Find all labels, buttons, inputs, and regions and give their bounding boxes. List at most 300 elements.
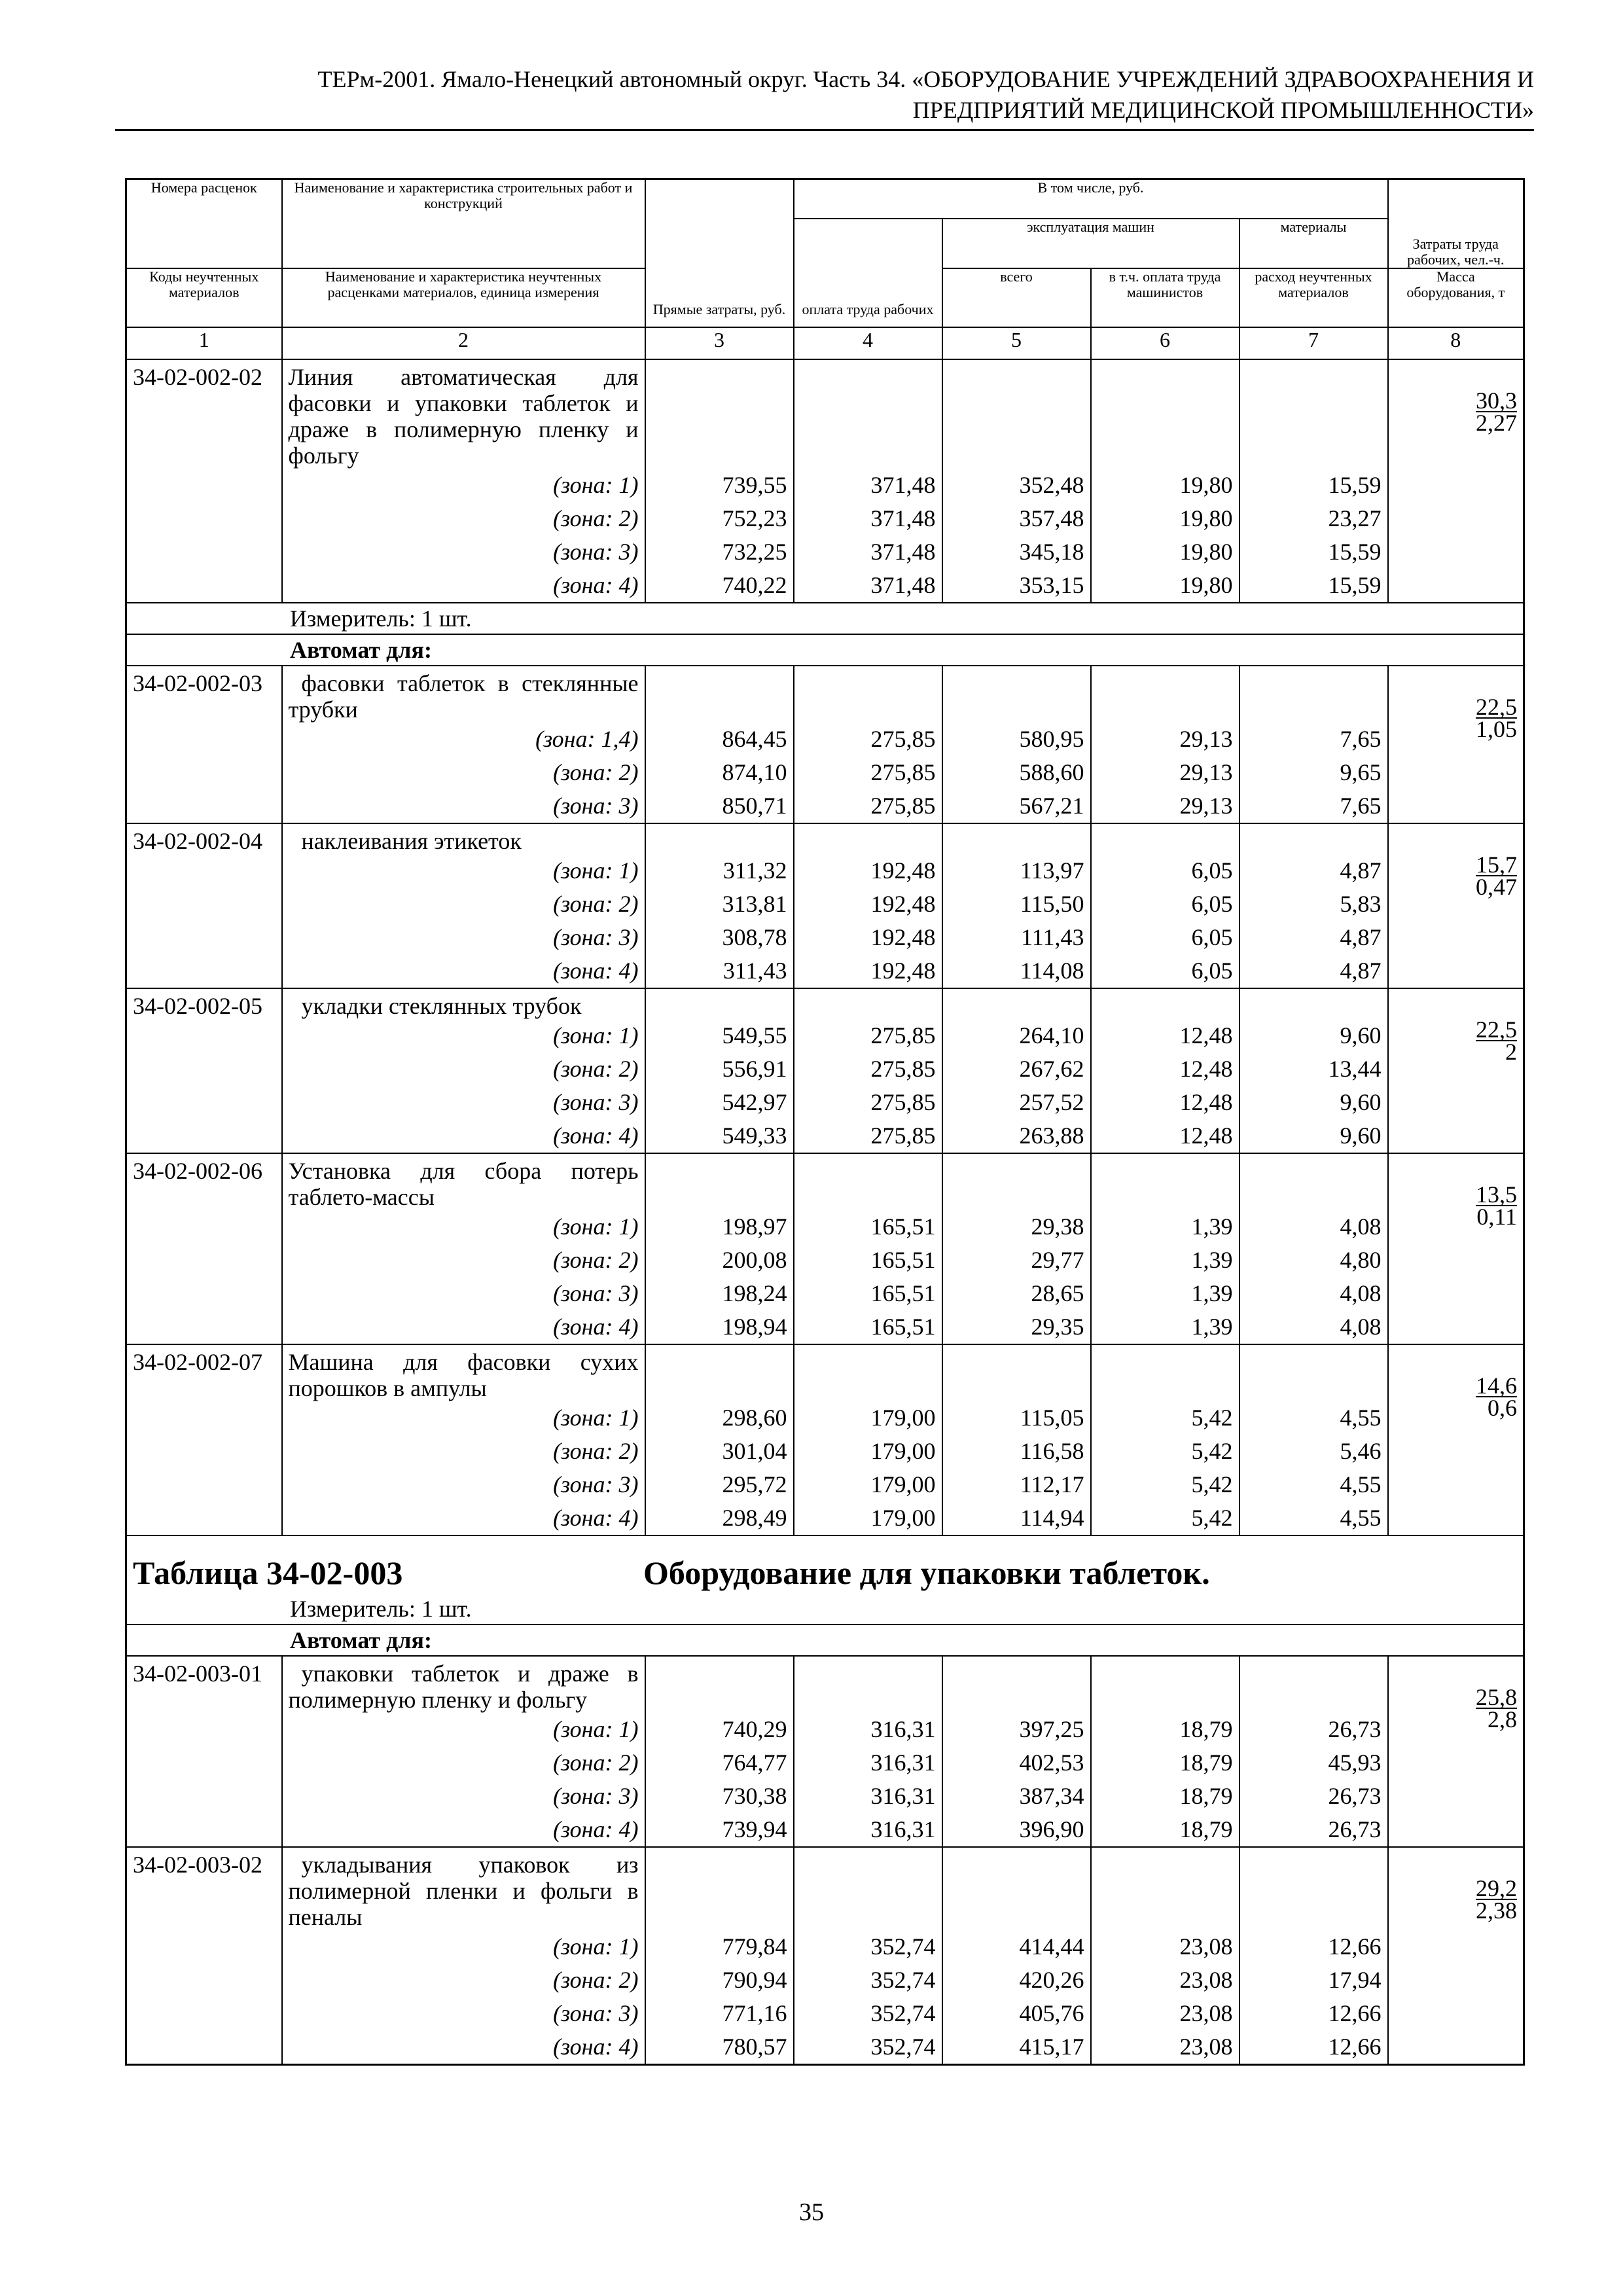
rate-title-row <box>126 988 1524 1019</box>
price-table <box>125 178 1525 2066</box>
value-mach: 405,76 <box>942 1997 1091 2030</box>
value-mach: 257,52 <box>942 1086 1091 1119</box>
value-pay: 352,74 <box>794 1930 942 1964</box>
labor-mass-fraction <box>1476 1016 1518 1065</box>
value-direct: 874,10 <box>645 756 794 789</box>
zone-label: (зона: 2) <box>282 888 645 921</box>
empty-cell <box>794 988 942 1019</box>
labor-cost-value: 15,7 <box>1476 851 1518 878</box>
rate-title-row <box>126 823 1524 854</box>
value-machpay: 29,13 <box>1091 723 1240 756</box>
table-title-cell <box>126 1535 1524 1624</box>
labor-mass-fraction <box>1476 1181 1518 1230</box>
col-number: 3 <box>645 327 794 359</box>
value-mach: 387,34 <box>942 1780 1091 1813</box>
col2-header-top: Наименование и характеристика строительных работ и конструкций <box>282 179 645 268</box>
running-header <box>115 64 1534 126</box>
value-machpay: 29,13 <box>1091 789 1240 823</box>
empty-cell <box>942 1153 1091 1210</box>
value-mat: 7,65 <box>1240 723 1388 756</box>
value-pay: 316,31 <box>794 1746 942 1780</box>
value-direct: 198,94 <box>645 1310 794 1344</box>
value-direct: 740,22 <box>645 569 794 603</box>
labor-mass-cell <box>1388 666 1524 823</box>
rate-title-row <box>126 359 1524 469</box>
value-mat: 15,59 <box>1240 535 1388 569</box>
col-number: 4 <box>794 327 942 359</box>
value-mach: 115,50 <box>942 888 1091 921</box>
value-mat: 12,66 <box>1240 1997 1388 2030</box>
materials-header: материалы <box>1240 219 1388 268</box>
value-pay: 275,85 <box>794 1052 942 1086</box>
value-pay: 352,74 <box>794 2030 942 2065</box>
automat-label-2-row <box>126 1624 1524 1656</box>
rate-code: 34-02-002-02 <box>126 359 282 603</box>
rate-title-row <box>126 1344 1524 1401</box>
empty-cell <box>1091 1153 1240 1210</box>
empty-cell <box>942 359 1091 469</box>
table-body <box>126 179 1524 2065</box>
value-direct: 295,72 <box>645 1468 794 1501</box>
equipment-mass-value: 2,8 <box>1488 1706 1518 1732</box>
zone-row <box>126 1019 1524 1052</box>
labor-mass-cell <box>1388 1847 1524 2065</box>
value-direct: 313,81 <box>645 888 794 921</box>
zone-row <box>126 1119 1524 1153</box>
value-mat: 15,59 <box>1240 569 1388 603</box>
value-mach: 397,25 <box>942 1713 1091 1746</box>
value-direct: 298,49 <box>645 1501 794 1535</box>
equipment-mass-value: 0,47 <box>1476 873 1518 900</box>
empty-cell <box>942 823 1091 854</box>
labor-mass-cell <box>1388 359 1524 603</box>
zone-row <box>126 756 1524 789</box>
value-mat: 9,60 <box>1240 1119 1388 1153</box>
empty-cell <box>1091 1847 1240 1930</box>
zone-row <box>126 1435 1524 1468</box>
rate-code: 34-02-002-04 <box>126 823 282 988</box>
value-mach: 345,18 <box>942 535 1091 569</box>
page-number: 35 <box>799 2198 824 2226</box>
value-pay: 275,85 <box>794 789 942 823</box>
zone-label: (зона: 3) <box>282 789 645 823</box>
value-mach: 113,97 <box>942 854 1091 888</box>
col3-header: Прямые затраты, руб. <box>645 179 794 327</box>
zone-row <box>126 1310 1524 1344</box>
rate-name: Установка для сбора потерь таблето-массы <box>282 1153 645 1210</box>
value-pay: 275,85 <box>794 1119 942 1153</box>
value-mach: 396,90 <box>942 1813 1091 1847</box>
value-pay: 192,48 <box>794 854 942 888</box>
rate-title-row <box>126 666 1524 723</box>
empty-cell <box>1091 823 1240 854</box>
empty-cell <box>645 1153 794 1210</box>
labor-cost-value: 13,5 <box>1476 1181 1518 1208</box>
zone-row <box>126 723 1524 756</box>
labor-mass-cell <box>1388 988 1524 1153</box>
value-machpay: 5,42 <box>1091 1468 1240 1501</box>
empty-cell <box>1091 359 1240 469</box>
value-mach: 352,48 <box>942 469 1091 502</box>
value-direct: 311,32 <box>645 854 794 888</box>
value-mat: 17,94 <box>1240 1964 1388 1997</box>
automat-label-2 <box>126 1624 1524 1656</box>
material-use-header: расход неучтенных материалов <box>1240 268 1388 327</box>
zone-label: (зона: 4) <box>282 1119 645 1153</box>
value-pay: 179,00 <box>794 1468 942 1501</box>
rate-title-row <box>126 1847 1524 1930</box>
value-pay: 371,48 <box>794 535 942 569</box>
value-mat: 9,60 <box>1240 1086 1388 1119</box>
equipment-mass-value: 2,27 <box>1476 409 1518 436</box>
zone-label: (зона: 4) <box>282 1501 645 1535</box>
value-mach: 580,95 <box>942 723 1091 756</box>
zone-label: (зона: 4) <box>282 1310 645 1344</box>
empty-cell <box>942 666 1091 723</box>
empty-cell <box>645 666 794 723</box>
zone-label: (зона: 1) <box>282 1713 645 1746</box>
zone-label: (зона: 1) <box>282 1019 645 1052</box>
value-direct: 864,45 <box>645 723 794 756</box>
empty-cell <box>794 359 942 469</box>
zone-label: (зона: 4) <box>282 569 645 603</box>
value-machpay: 1,39 <box>1091 1277 1240 1310</box>
value-direct: 301,04 <box>645 1435 794 1468</box>
value-machpay: 18,79 <box>1091 1813 1240 1847</box>
value-mat: 12,66 <box>1240 1930 1388 1964</box>
value-mat: 9,65 <box>1240 756 1388 789</box>
labor-cost-value: 25,8 <box>1476 1683 1518 1710</box>
empty-cell <box>645 1344 794 1401</box>
zone-row <box>126 1277 1524 1310</box>
zone-label: (зона: 2) <box>282 1746 645 1780</box>
table-title <box>133 1536 1517 1594</box>
empty-cell <box>645 988 794 1019</box>
machines-header: эксплуатация машин <box>942 219 1240 268</box>
automat-label-2-text: Автомат для: <box>290 1626 432 1653</box>
automat-label-row <box>126 634 1524 666</box>
value-mat: 15,59 <box>1240 469 1388 502</box>
empty-cell <box>1240 1847 1388 1930</box>
value-mach: 29,35 <box>942 1310 1091 1344</box>
value-machpay: 5,42 <box>1091 1501 1240 1535</box>
zone-row <box>126 888 1524 921</box>
col-number: 5 <box>942 327 1091 359</box>
machinist-pay-header: в т.ч. оплата труда машинистов <box>1091 268 1240 327</box>
value-direct: 549,33 <box>645 1119 794 1153</box>
value-pay: 165,51 <box>794 1310 942 1344</box>
value-machpay: 19,80 <box>1091 502 1240 535</box>
value-machpay: 6,05 <box>1091 888 1240 921</box>
labor-mass-cell <box>1388 1656 1524 1847</box>
zone-row <box>126 1930 1524 1964</box>
zone-label: (зона: 4) <box>282 2030 645 2065</box>
zone-row <box>126 1501 1524 1535</box>
empty-cell <box>1091 988 1240 1019</box>
empty-cell <box>1091 1344 1240 1401</box>
value-direct: 198,24 <box>645 1277 794 1310</box>
zone-label: (зона: 4) <box>282 954 645 988</box>
zone-label: (зона: 1) <box>282 469 645 502</box>
value-machpay: 19,80 <box>1091 469 1240 502</box>
zone-label: (зона: 3) <box>282 1277 645 1310</box>
header-line-2: ПРЕДПРИЯТИЙ МЕДИЦИНСКОЙ ПРОМЫШЛЕННОСТИ» <box>912 97 1534 123</box>
value-pay: 179,00 <box>794 1401 942 1435</box>
zone-row <box>126 1052 1524 1086</box>
value-direct: 740,29 <box>645 1713 794 1746</box>
empty-cell <box>942 1847 1091 1930</box>
col-number: 7 <box>1240 327 1388 359</box>
zone-row <box>126 1964 1524 1997</box>
value-machpay: 6,05 <box>1091 921 1240 954</box>
zone-row <box>126 569 1524 603</box>
zone-label: (зона: 2) <box>282 1052 645 1086</box>
empty-cell <box>645 359 794 469</box>
measure-label-text: Измеритель: 1 шт. <box>290 605 472 632</box>
empty-cell <box>1240 666 1388 723</box>
value-mach: 353,15 <box>942 569 1091 603</box>
zone-row <box>126 1468 1524 1501</box>
labor-mass-cell <box>1388 823 1524 988</box>
zone-row <box>126 1086 1524 1119</box>
value-pay: 165,51 <box>794 1210 942 1244</box>
labor-mass-fraction <box>1476 1683 1518 1732</box>
value-mach: 29,77 <box>942 1244 1091 1277</box>
value-mach: 29,38 <box>942 1210 1091 1244</box>
value-machpay: 12,48 <box>1091 1052 1240 1086</box>
col2-header-bottom: Наименование и характеристика неучтенных расценками материалов, единица измерения <box>282 268 645 327</box>
empty-cell <box>942 1656 1091 1713</box>
value-mach: 263,88 <box>942 1119 1091 1153</box>
value-mat: 4,55 <box>1240 1468 1388 1501</box>
value-mat: 12,66 <box>1240 2030 1388 2065</box>
zone-row <box>126 1401 1524 1435</box>
mass-header: Масса оборудования, т <box>1388 268 1524 327</box>
empty-cell <box>1240 988 1388 1019</box>
value-direct: 739,94 <box>645 1813 794 1847</box>
value-direct: 790,94 <box>645 1964 794 1997</box>
value-machpay: 5,42 <box>1091 1435 1240 1468</box>
rate-code: 34-02-003-01 <box>126 1656 282 1847</box>
value-machpay: 19,80 <box>1091 535 1240 569</box>
value-mach: 115,05 <box>942 1401 1091 1435</box>
zone-label: (зона: 1) <box>282 1930 645 1964</box>
value-direct: 542,97 <box>645 1086 794 1119</box>
zone-row <box>126 1713 1524 1746</box>
value-machpay: 5,42 <box>1091 1401 1240 1435</box>
equipment-mass-value: 0,6 <box>1488 1394 1518 1421</box>
value-direct: 298,60 <box>645 1401 794 1435</box>
value-direct: 850,71 <box>645 789 794 823</box>
empty-cell <box>942 1344 1091 1401</box>
value-direct: 200,08 <box>645 1244 794 1277</box>
value-mach: 28,65 <box>942 1277 1091 1310</box>
column-numbers-row <box>126 327 1524 359</box>
empty-cell <box>645 1847 794 1930</box>
value-pay: 179,00 <box>794 1435 942 1468</box>
value-pay: 352,74 <box>794 1964 942 1997</box>
rate-name: фасовки таблеток в стеклянные трубки <box>282 666 645 723</box>
value-machpay: 6,05 <box>1091 954 1240 988</box>
value-direct: 732,25 <box>645 535 794 569</box>
value-direct: 730,38 <box>645 1780 794 1813</box>
col-number: 2 <box>282 327 645 359</box>
empty-cell <box>794 666 942 723</box>
equipment-mass-value: 2,38 <box>1476 1897 1518 1924</box>
zone-row <box>126 469 1524 502</box>
value-pay: 371,48 <box>794 502 942 535</box>
value-machpay: 23,08 <box>1091 1930 1240 1964</box>
value-mach: 116,58 <box>942 1435 1091 1468</box>
rate-title-row <box>126 1153 1524 1210</box>
value-direct: 752,23 <box>645 502 794 535</box>
value-direct: 764,77 <box>645 1746 794 1780</box>
value-machpay: 23,08 <box>1091 1997 1240 2030</box>
empty-cell <box>1240 359 1388 469</box>
value-mach: 357,48 <box>942 502 1091 535</box>
labor-mass-fraction <box>1476 1874 1518 1924</box>
value-machpay: 12,48 <box>1091 1119 1240 1153</box>
zone-label: (зона: 1) <box>282 1210 645 1244</box>
rate-name: Машина для фасовки сухих порошков в ампулы <box>282 1344 645 1401</box>
labor-header: оплата труда рабочих <box>794 219 942 327</box>
value-mach: 111,43 <box>942 921 1091 954</box>
zone-row <box>126 1780 1524 1813</box>
value-mat: 26,73 <box>1240 1713 1388 1746</box>
empty-cell <box>794 823 942 854</box>
rate-name: упаковки таблеток и драже в полимерную пленку и фольгу <box>282 1656 645 1713</box>
zone-label: (зона: 3) <box>282 535 645 569</box>
value-pay: 179,00 <box>794 1501 942 1535</box>
value-pay: 192,48 <box>794 888 942 921</box>
empty-cell <box>1240 1344 1388 1401</box>
zone-label: (зона: 2) <box>282 1435 645 1468</box>
incl-header: В том числе, руб. <box>794 179 1388 219</box>
rate-name: наклеивания этикеток <box>282 823 645 854</box>
zone-row <box>126 502 1524 535</box>
rate-name: укладки стеклянных трубок <box>282 988 645 1019</box>
zone-row <box>126 921 1524 954</box>
value-mat: 4,55 <box>1240 1501 1388 1535</box>
zone-label: (зона: 2) <box>282 1244 645 1277</box>
equipment-mass-value: 1,05 <box>1476 715 1518 742</box>
value-pay: 275,85 <box>794 1019 942 1052</box>
value-mach: 114,08 <box>942 954 1091 988</box>
zone-label: (зона: 2) <box>282 502 645 535</box>
value-direct: 771,16 <box>645 1997 794 2030</box>
value-direct: 308,78 <box>645 921 794 954</box>
zone-label: (зона: 3) <box>282 1086 645 1119</box>
rate-title-row <box>126 1656 1524 1713</box>
labor-cost-value: 30,3 <box>1476 387 1518 414</box>
zone-row <box>126 1244 1524 1277</box>
value-pay: 371,48 <box>794 569 942 603</box>
value-mat: 4,08 <box>1240 1210 1388 1244</box>
equipment-mass-value: 0,11 <box>1476 1203 1518 1230</box>
labor-mass-fraction <box>1476 851 1518 900</box>
value-pay: 352,74 <box>794 1997 942 2030</box>
rate-name: укладывания упаковок из полимерной пленки и фольги в пеналы <box>282 1847 645 1930</box>
value-pay: 316,31 <box>794 1713 942 1746</box>
labor-cost-value: 29,2 <box>1476 1874 1518 1901</box>
zone-row <box>126 1997 1524 2030</box>
value-mat: 4,08 <box>1240 1277 1388 1310</box>
value-mat: 4,08 <box>1240 1310 1388 1344</box>
labor-mass-fraction <box>1476 693 1518 742</box>
value-mat: 7,65 <box>1240 789 1388 823</box>
rate-name: Линия автоматическая для фасовки и упаковки таблеток и драже в полимерную пленку и фольгу <box>282 359 645 469</box>
labor-mass-cell <box>1388 1153 1524 1344</box>
col-number: 8 <box>1388 327 1524 359</box>
empty-cell <box>645 823 794 854</box>
zone-label: (зона: 3) <box>282 921 645 954</box>
zone-row <box>126 1813 1524 1847</box>
zone-label: (зона: 1) <box>282 1401 645 1435</box>
value-mach: 114,94 <box>942 1501 1091 1535</box>
value-direct: 311,43 <box>645 954 794 988</box>
labor-mass-cell <box>1388 1344 1524 1535</box>
value-mach: 420,26 <box>942 1964 1091 1997</box>
labor-mass-fraction <box>1476 387 1518 436</box>
value-pay: 316,31 <box>794 1780 942 1813</box>
value-mat: 5,83 <box>1240 888 1388 921</box>
empty-cell <box>645 1656 794 1713</box>
zone-row <box>126 2030 1524 2065</box>
value-direct: 549,55 <box>645 1019 794 1052</box>
table-title-row <box>126 1535 1524 1624</box>
measure-label <box>126 603 1524 634</box>
automat-label <box>126 634 1524 666</box>
rate-code: 34-02-002-03 <box>126 666 282 823</box>
zone-row <box>126 1210 1524 1244</box>
value-machpay: 18,79 <box>1091 1713 1240 1746</box>
empty-cell <box>794 1847 942 1930</box>
value-mat: 26,73 <box>1240 1780 1388 1813</box>
labor-cost-header: Затраты труда рабочих, чел.-ч. <box>1388 179 1524 268</box>
value-mat: 5,46 <box>1240 1435 1388 1468</box>
zone-label: (зона: 1) <box>282 854 645 888</box>
col-number: 1 <box>126 327 282 359</box>
zone-row <box>126 854 1524 888</box>
empty-cell <box>1240 1656 1388 1713</box>
value-machpay: 12,48 <box>1091 1019 1240 1052</box>
rate-code: 34-02-002-05 <box>126 988 282 1153</box>
zone-row <box>126 535 1524 569</box>
value-mach: 415,17 <box>942 2030 1091 2065</box>
col1-header-bottom: Коды неучтенных материалов <box>126 268 282 327</box>
zone-row <box>126 1746 1524 1780</box>
value-mat: 4,87 <box>1240 954 1388 988</box>
empty-cell <box>1091 666 1240 723</box>
value-pay: 165,51 <box>794 1244 942 1277</box>
labor-cost-value: 22,5 <box>1476 693 1518 720</box>
value-pay: 192,48 <box>794 954 942 988</box>
value-machpay: 23,08 <box>1091 2030 1240 2065</box>
automat-label-text: Автомат для: <box>290 636 432 663</box>
labor-mass-fraction <box>1476 1372 1518 1421</box>
empty-cell <box>794 1656 942 1713</box>
value-direct: 779,84 <box>645 1930 794 1964</box>
rate-code: 34-02-002-07 <box>126 1344 282 1535</box>
empty-cell <box>794 1344 942 1401</box>
value-mach: 567,21 <box>942 789 1091 823</box>
value-machpay: 1,39 <box>1091 1310 1240 1344</box>
value-pay: 165,51 <box>794 1277 942 1310</box>
value-direct: 198,97 <box>645 1210 794 1244</box>
value-mat: 4,87 <box>1240 921 1388 954</box>
measure-label-row <box>126 603 1524 634</box>
equipment-mass-value: 2 <box>1505 1038 1518 1065</box>
